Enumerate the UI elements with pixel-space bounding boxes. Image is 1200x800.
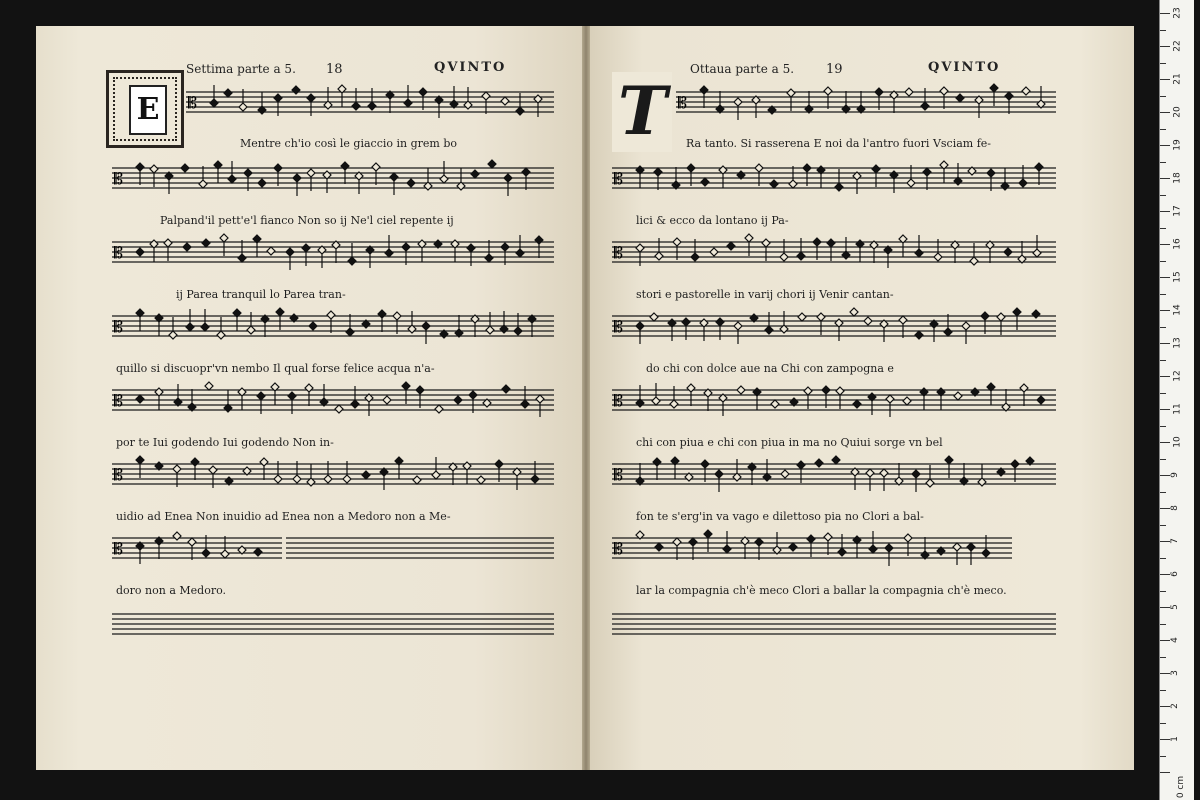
right-lyric-line-5: chi con piua e chi con piua in ma no Quiui sorge vn bel — [636, 436, 943, 449]
ruler-tick — [1160, 195, 1166, 196]
ruler-tick — [1160, 343, 1170, 344]
svg-text:𝄡: 𝄡 — [614, 169, 623, 188]
right-lyric-line-6: fon te s'erg'in va vago e dilettoso pia no Clori a bal- — [636, 510, 924, 523]
svg-text:𝄡: 𝄡 — [614, 243, 623, 262]
right-staff-empty — [612, 596, 1056, 656]
ruler-tick — [1160, 360, 1166, 361]
ruler-number: 5 — [1169, 604, 1180, 610]
ruler-number: 4 — [1169, 637, 1180, 643]
ruler-tick — [1160, 723, 1166, 724]
ruler-tick — [1160, 30, 1166, 31]
ruler-tick — [1160, 112, 1170, 113]
ruler-number: 6 — [1169, 571, 1180, 577]
ruler-tick — [1160, 228, 1166, 229]
right-initial-letter: T — [618, 72, 668, 150]
left-staff-6 — [112, 446, 554, 506]
right-decorated-initial — [612, 72, 672, 152]
left-initial-letter: E — [129, 85, 167, 135]
left-lyric-line-6: uidio ad Enea Non inuidio ad Enea non a Medoro non a Me- — [116, 510, 451, 523]
right-staff-1 — [676, 74, 1056, 134]
open-book — [36, 26, 1134, 778]
ruler-tick — [1160, 492, 1166, 493]
ruler-tick — [1160, 244, 1170, 245]
ruler-number: 22 — [1172, 40, 1183, 52]
ruler-number: 13 — [1172, 337, 1183, 349]
ruler-number: 19 — [1172, 139, 1183, 151]
ruler-tick — [1160, 624, 1166, 625]
left-staff-2 — [112, 150, 554, 210]
right-staff-2 — [612, 150, 1056, 210]
svg-text:𝄡: 𝄡 — [114, 169, 123, 188]
svg-text:𝄡: 𝄡 — [614, 539, 623, 558]
right-lyric-line-3: stori e pastorelle in varij chori ij Venir cantan- — [636, 288, 894, 301]
ruler-tick — [1160, 162, 1166, 163]
ruler-number: 1 — [1169, 736, 1180, 742]
ruler-tick — [1160, 673, 1170, 674]
ruler-tick — [1160, 574, 1170, 575]
left-staff-7 — [112, 520, 282, 580]
ruler-number: 16 — [1172, 238, 1183, 250]
ruler-tick — [1160, 63, 1166, 64]
ruler-tick — [1160, 591, 1166, 592]
ruler-tick — [1160, 739, 1170, 740]
ruler-tick — [1160, 475, 1170, 476]
book-gutter — [582, 26, 590, 770]
ruler-tick — [1160, 706, 1170, 707]
right-staff-4 — [612, 298, 1056, 358]
left-lyric-line-2: Palpand'il pett'e'l fianco Non so ij Ne'l ciel repente ij — [160, 214, 454, 227]
left-voice: QVINTO — [434, 60, 507, 75]
ruler-tick — [1160, 277, 1170, 278]
svg-text:𝄡: 𝄡 — [114, 243, 123, 262]
ruler-tick — [1160, 525, 1166, 526]
right-staff-7 — [612, 520, 1012, 580]
svg-text:𝄡: 𝄡 — [678, 93, 687, 112]
ruler-tick — [1160, 145, 1170, 146]
ruler-tick — [1160, 13, 1170, 14]
svg-text:𝄡: 𝄡 — [614, 391, 623, 410]
left-decorated-initial — [106, 70, 184, 148]
svg-text:𝄡: 𝄡 — [114, 539, 123, 558]
ruler-tick — [1160, 442, 1170, 443]
ruler-tick — [1160, 459, 1166, 460]
ruler-tick — [1160, 558, 1166, 559]
ruler-tick — [1160, 376, 1170, 377]
ruler-tick — [1160, 96, 1166, 97]
ruler-number: 9 — [1169, 472, 1180, 478]
ruler-tick — [1160, 393, 1166, 394]
left-staff-1 — [186, 74, 554, 134]
svg-text:𝄡: 𝄡 — [614, 317, 623, 336]
right-part-label: Ottaua parte a 5. — [690, 62, 795, 76]
ruler-number: 8 — [1169, 505, 1180, 511]
ruler-number: 21 — [1172, 73, 1183, 85]
left-lyric-line-7: doro non a Medoro. — [116, 584, 227, 597]
right-staff-6 — [612, 446, 1056, 506]
left-staff-4 — [112, 298, 554, 358]
ruler-number: 12 — [1172, 370, 1183, 382]
left-lyric-line-1: Mentre ch'io così le giaccio in grem bo — [240, 137, 457, 150]
ruler-tick — [1160, 178, 1170, 179]
svg-text:𝄡: 𝄡 — [114, 317, 123, 336]
right-staff-5 — [612, 372, 1056, 432]
measurement-ruler — [1159, 0, 1194, 800]
right-lyric-line-1: Ra tanto. Si rasserena E noi da l'antro fuori Vsciam fe- — [686, 137, 991, 150]
ruler-tick — [1160, 129, 1166, 130]
ruler-number: 17 — [1172, 205, 1183, 217]
ruler-tick — [1160, 327, 1166, 328]
ruler-unit-label: 0 cm — [1176, 775, 1187, 799]
ruler-number: 15 — [1172, 271, 1183, 283]
left-part-label: Settima parte a 5. — [186, 62, 296, 76]
left-lyric-line-5: por te Iui godendo Iui godendo Non in- — [116, 436, 334, 449]
left-staff-3 — [112, 224, 554, 284]
ruler-number: 3 — [1169, 670, 1180, 676]
ruler-tick — [1160, 294, 1166, 295]
ruler-tick — [1160, 508, 1170, 509]
right-staff-3 — [612, 224, 1056, 284]
ruler-number: 23 — [1172, 7, 1183, 19]
ruler-tick — [1160, 409, 1170, 410]
ruler-tick — [1160, 657, 1166, 658]
svg-text:𝄡: 𝄡 — [614, 465, 623, 484]
svg-text:𝄡: 𝄡 — [188, 93, 197, 112]
ruler-tick — [1160, 772, 1170, 773]
left-staff-empty-end — [286, 520, 554, 580]
ruler-number: 2 — [1169, 703, 1180, 709]
left-folio: 18 — [326, 62, 343, 77]
ruler-number: 11 — [1172, 403, 1183, 415]
ruler-tick — [1160, 79, 1170, 80]
ruler-number: 7 — [1169, 538, 1180, 544]
ruler-tick — [1160, 426, 1166, 427]
right-lyric-line-7: lar la compagnia ch'è meco Clori a ballar la compagnia ch'è meco. — [636, 584, 1007, 597]
left-lyric-line-4: quillo si discuopr'vn nembo Il qual forse felice acqua n'a- — [116, 362, 435, 375]
ruler-number: 20 — [1172, 106, 1183, 118]
ruler-tick — [1160, 261, 1166, 262]
left-lyric-line-3: ij Parea tranquil lo Parea tran- — [176, 288, 346, 301]
left-staff-5 — [112, 372, 554, 432]
left-staff-empty — [112, 596, 554, 656]
right-lyric-line-4: do chi con dolce aue na Chi con zampogna e — [646, 362, 894, 375]
ruler-tick — [1160, 541, 1170, 542]
svg-text:𝄡: 𝄡 — [114, 465, 123, 484]
ruler-tick — [1160, 46, 1170, 47]
ruler-tick — [1160, 640, 1170, 641]
ruler-tick — [1160, 756, 1166, 757]
ruler-number: 14 — [1172, 304, 1183, 316]
svg-text:𝄡: 𝄡 — [114, 391, 123, 410]
right-voice: QVINTO — [928, 60, 1001, 75]
right-folio: 19 — [826, 62, 843, 77]
ruler-tick — [1160, 607, 1170, 608]
ruler-tick — [1160, 690, 1166, 691]
ruler-number: 10 — [1172, 436, 1183, 448]
ruler-number: 18 — [1172, 172, 1183, 184]
right-lyric-line-2: lici & ecco da lontano ij Pa- — [636, 214, 789, 227]
ruler-tick — [1160, 310, 1170, 311]
ruler-tick — [1160, 211, 1170, 212]
